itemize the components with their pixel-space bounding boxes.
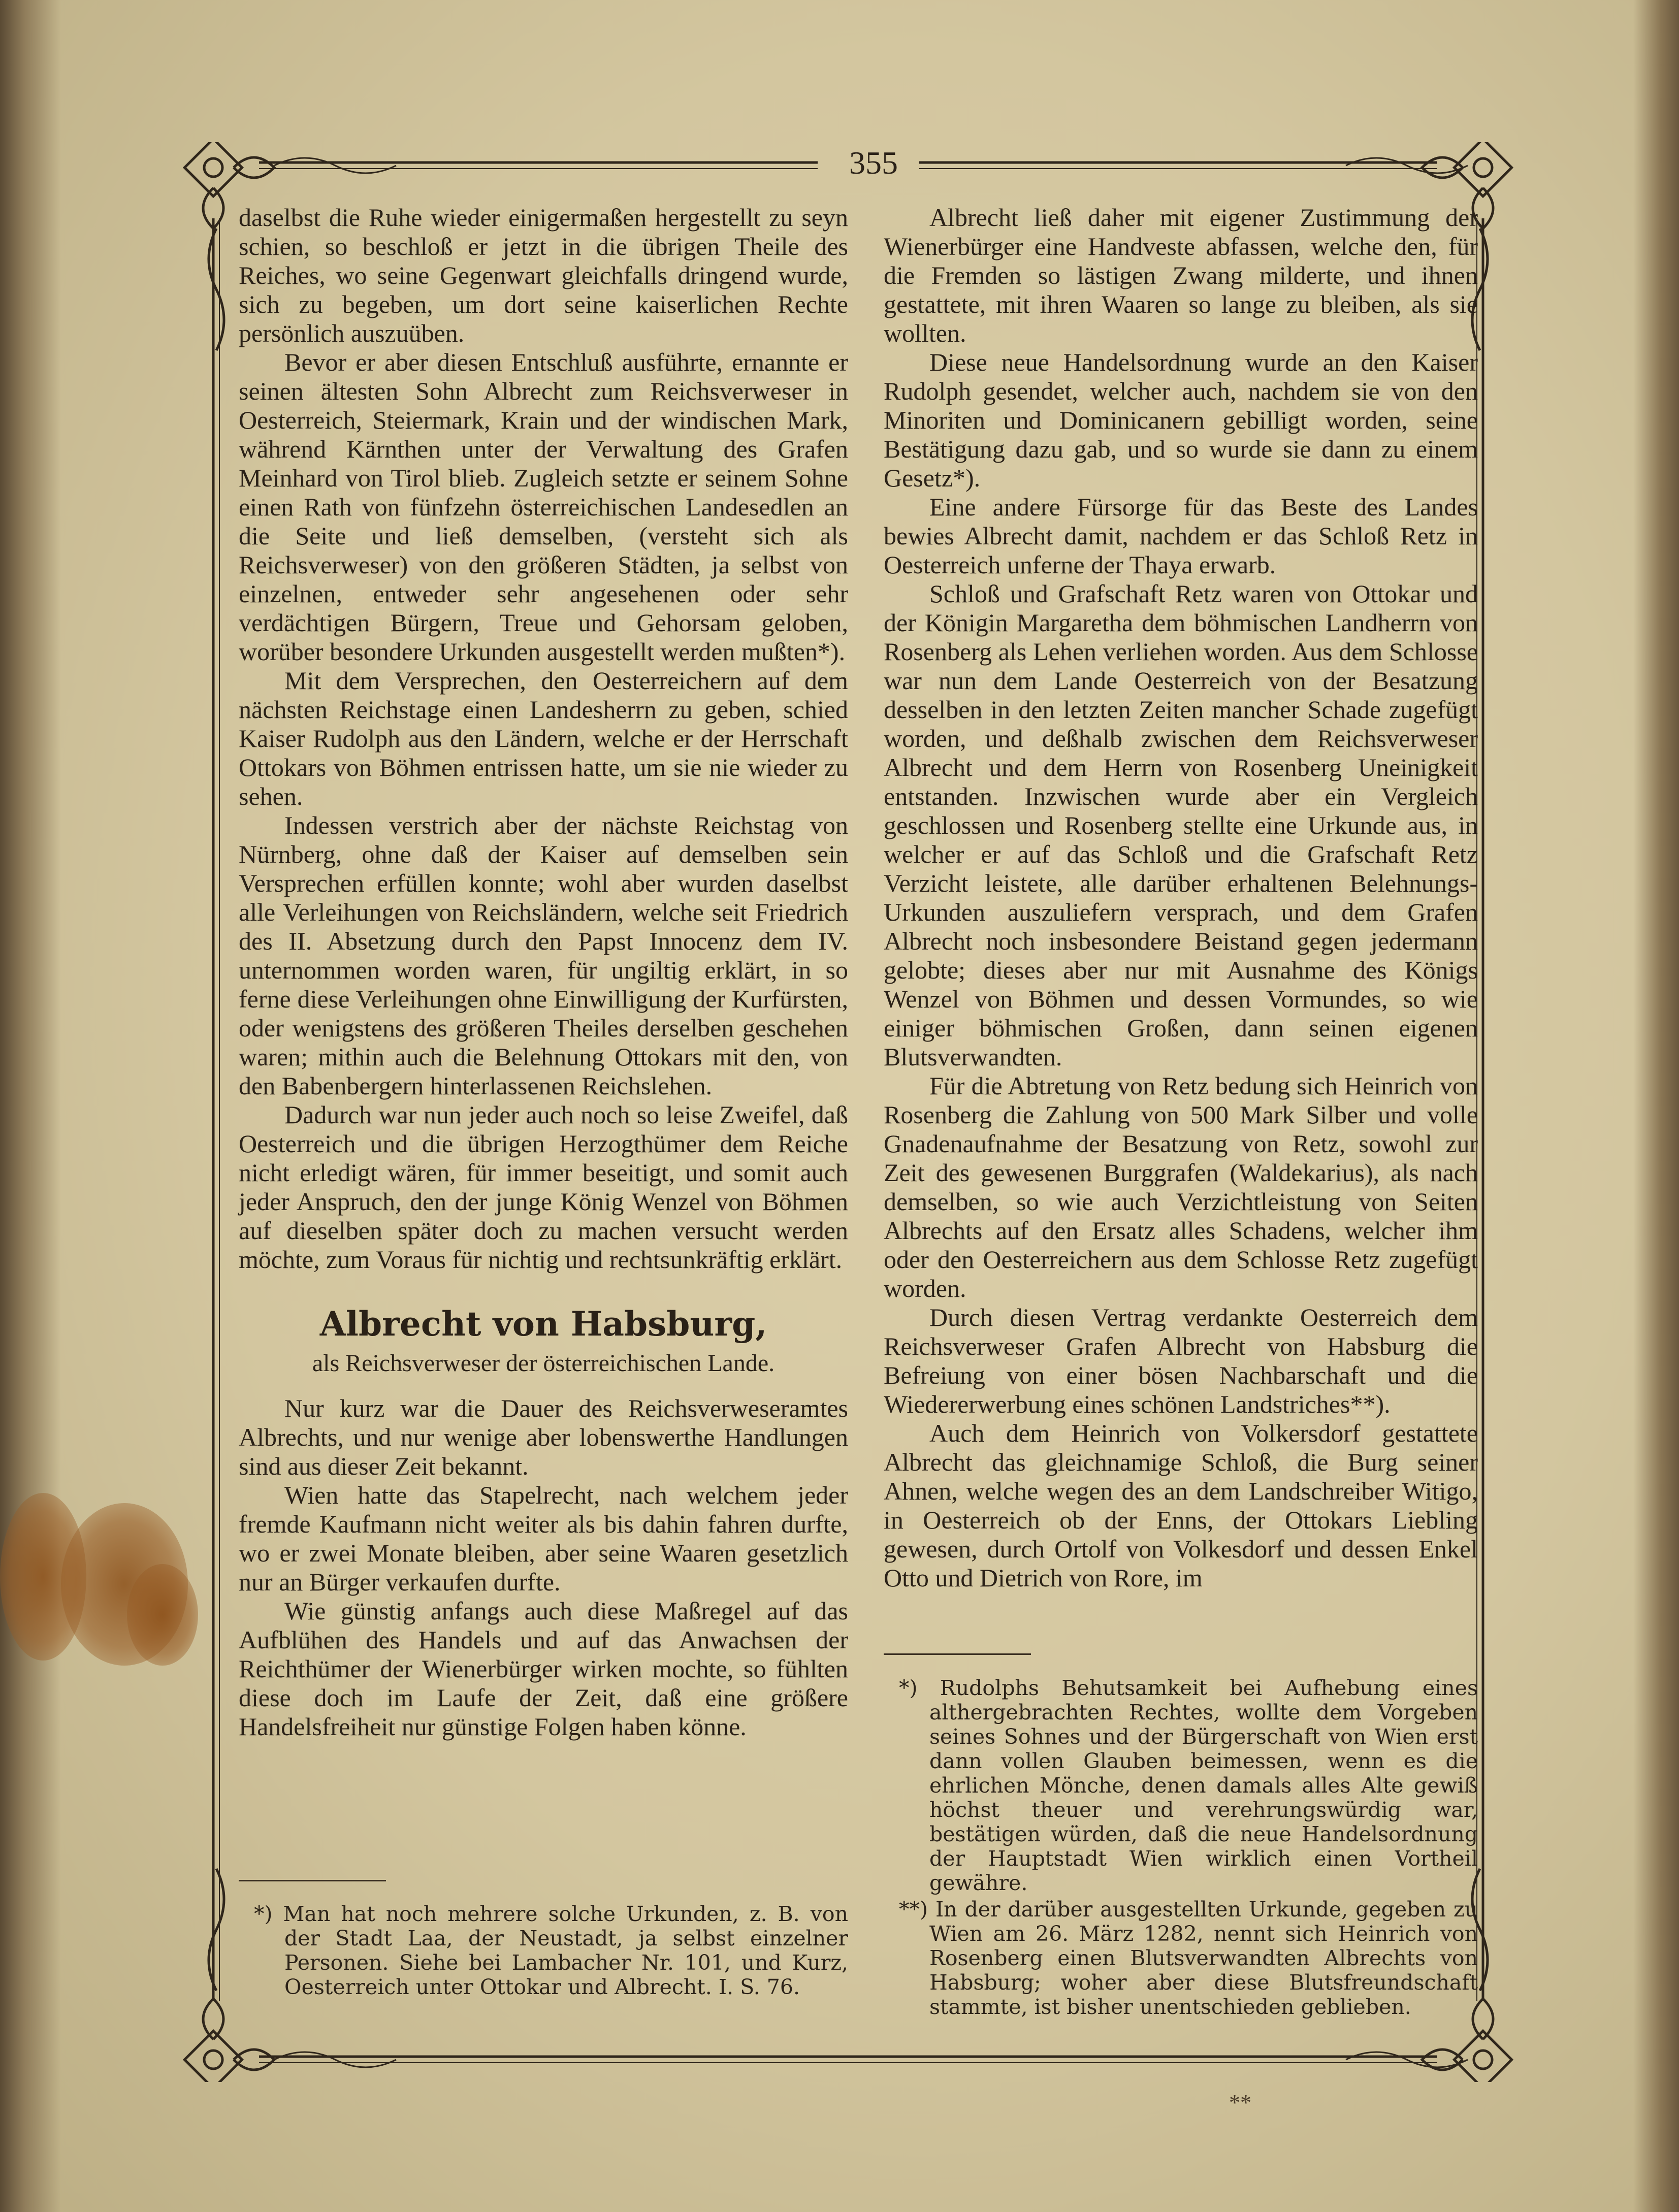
paragraph: Diese neue Handelsordnung wurde an den Kaiser Rudolph gesendet, welcher auch, nachdem sie von den Minoriten und Dominicanern gebilligt worden, seine Bestätigung dazu gab, und so wurde sie dann zu einem Gesetz*). <box>884 348 1478 492</box>
paragraph: Für die Abtretung von Retz bedung sich Heinrich von Rosenberg die Zahlung von 500 Mark Silber und volle Gnadenaufnahme der Besatzung von Retz, sowohl zur Zeit des gewesenen Burggrafen (Waldekarius), als nach demselben, so wie auch Verzichtleistung von Seiten Albrechts auf den Ersatz alles Schadens, welcher ihm oder den Oesterreichern aus dem Schlosse Retz zugefügt worden. <box>884 1071 1478 1303</box>
footnote-separator <box>884 1653 1031 1655</box>
page-number: 355 <box>849 145 898 181</box>
footnote: *) Rudolphs Behutsamkeit bei Aufhebung eines althergebrachten Rechtes, wollte dem Vorgeben seines Sohnes und der Bürgerschaft von Wien erst dann vollen Glauben beimessen, wenn es die ehrlichen Mönche, denen damals alles Alte gewiß höchst theuer und verehrungswürdig war, bestätigen würden, daß die neue Handelsordnung der Hauptstadt Wien wirklich einen Vortheil gewähre. <box>899 1676 1478 1895</box>
footnote: **) In der darüber ausgestellten Urkunde, gegeben zu Wien am 26. März 1282, nennt sich Heinrich von Rosenberg einen Blutsverwandten Albrechts von Habsburg; woher aber diese Blutsfreundschaft stammte, ist bisher unentschieden geblieben. <box>899 1897 1478 2019</box>
paragraph: Indessen verstrich aber der nächste Reichstag von Nürnberg, ohne daß der Kaiser auf demselben sein Versprechen erfüllen konnte; wohl aber wurden daselbst alle Verleihungen von Reichsländern, welche seit Friedrich des II. Absetzung durch den Papst Innocenz dem IV. unternommen worden waren, für ungiltig erklärt, in so ferne diese Verleihungen ohne Einwilligung der Kurfürsten, oder wenigstens des größeren Theiles derselben geschehen waren; mithin auch die Belehnung Ottokars mit den, von den Babenbergern hinterlassenen Reichslehen. <box>239 811 848 1100</box>
paragraph: Eine andere Fürsorge für das Beste des Landes bewies Albrecht damit, nachdem er das Schloß Retz in Oesterreich unferne der Thaya erwarb. <box>884 493 1478 579</box>
footnote-separator <box>239 1880 386 1881</box>
section-heading: Albrecht von Habsburg, <box>319 1304 767 1344</box>
paragraph: Nur kurz war die Dauer des Reichsverweseramtes Albrechts, und nur wenige aber lobenswerthe Handlungen sind aus dieser Zeit bekannt. <box>239 1394 848 1480</box>
paragraph: Durch diesen Vertrag verdankte Oesterreich dem Reichsverweser Grafen Albrecht von Habsburg die Befreiung von einer bösen Nachbarschaft und die Wiedererwerbung eines schönen Landstriches**). <box>884 1303 1478 1418</box>
paragraph: Wie günstig anfangs auch diese Maßregel auf das Aufblühen des Handels und auf das Anwachsen der Reichthümer der Wienerbürger wirken mochte, so fühlten diese doch im Laufe der Zeit, daß eine größere Handelsfreiheit nur günstige Folgen haben könne. <box>239 1597 848 1741</box>
page-edge <box>1633 0 1679 2212</box>
paragraph: Auch dem Heinrich von Volkersdorf gestattete Albrecht das gleichnamige Schloß, die Burg seiner Ahnen, welche wegen des an dem Landschreiber Witigo, in Oesterreich ob der Enns, der Ottokars Liebling gewesen, durch Ortolf von Volkesdorf und dessen Enkel Otto und Dietrich von Rore, im <box>884 1419 1478 1592</box>
left-column <box>239 203 848 1741</box>
paragraph: Albrecht ließ daher mit eigener Zustimmung der Wienerbürger eine Handveste abfassen, welche den, für die Fremden so lästigen Zwang milderte, und ihnen gestattete, mit ihren Waaren so lange zu bleiben, als sie wollten. <box>884 203 1478 347</box>
section-subheading: als Reichsverweser der österreichischen Lande. <box>312 1350 775 1377</box>
paragraph: Dadurch war nun jeder auch noch so leise Zweifel, daß Oesterreich und die übrigen Herzogthümer dem Reiche nicht erledigt wären, für immer beseitigt, und somit auch jeder Anspruch, den der junge König Wenzel von Böhmen auf dieselben später doch zu machen versucht werden möchte, zum Voraus für nichtig und rechtsunkräftig erklärt. <box>239 1100 848 1274</box>
left-footnotes <box>239 1902 848 1999</box>
corner-ornament-bottom-left <box>184 1999 274 2082</box>
paragraph: Schloß und Grafschaft Retz waren von Ottokar und der Königin Margaretha dem böhmischen Landherrn von Rosenberg als Lehen verliehen worden. Aus dem Schlosse war nun dem Lande Oesterreich von der Besatzung desselben in den letzten Zeiten mancher Schade zugefügt worden, und deßhalb zwischen dem Reichsverweser Albrecht und dem Herrn von Rosenberg Uneinigkeit entstanden. Inzwischen wurde aber ein Vergleich geschlossen und Rosenberg stellte eine Urkunde aus, in welcher er auf das Schloß und die Grafschaft Retz Verzicht leistete, alle darüber erhaltenen Belehnungs-Urkunden auszuliefern versprach, und dem Grafen Albrecht noch insbesondere Beistand gegen jedermann gelobte; dieses aber nur mit Ausnahme des Königs Wenzel von Böhmen und dessen Vormundes, so wie einiger böhmischen Großen, dann seinen eigenen Blutsverwandten. <box>884 579 1478 1071</box>
paragraph: Mit dem Versprechen, den Oesterreichern auf dem nächsten Reichstage einen Landesherrn zu geben, schied Kaiser Rudolph aus den Ländern, welche er der Herrschaft Ottokars von Böhmen entrissen hatte, um sie nie wieder zu sehen. <box>239 666 848 810</box>
paragraph: Bevor er aber diesen Entschluß ausführte, ernannte er seinen ältesten Sohn Albrecht zum Reichsverweser in Oesterreich, Steiermark, Krain und der windischen Mark, während Kärnthen unter der Verwaltung des Grafen Meinhard von Tirol blieb. Zugleich setzte er seinem Sohne einen Rath von fünfzehn österreichischen Landesedlen an die Seite und ließ demselben, (versteht sich als Reichsverweser) von den größeren Städten, ja selbst von einzelnen, entweder sehr angesehenen oder sehr verdächtigen Bürgern, Treue und Gehorsam geloben, worüber besondere Urkunden ausgestellt werden mußten*). <box>239 348 848 666</box>
right-footnotes <box>884 1676 1478 2021</box>
paragraph: daselbst die Ruhe wieder einigermaßen hergestellt zu seyn schien, so beschloß er jetzt in die übrigen Theile des Reiches, wo seine Gegenwart gleichfalls dringend wurde, sich zu begeben, um dort seine kaiserlichen Rechte persönlich auszuüben. <box>239 203 848 347</box>
paragraph: Wien hatte das Stapelrecht, nach welchem jeder fremde Kaufmann nicht weiter als bis dahin fahren durfte, wo er zwei Monate bleiben, aber seine Waaren gesetzlich nur an Bürger verkaufen durfte. <box>239 1481 848 1596</box>
footnote: *) Man hat noch mehrere solche Urkunden, z. B. von der Stadt Laa, der Neustadt, ja selbst einzelner Personen. Siehe bei Lambacher Nr. 101, und Kurz, Oesterreich unter Ottokar und Albrecht. I. S. 76. <box>254 1902 848 1999</box>
signature-mark: ** <box>1229 2090 1251 2115</box>
right-column <box>884 203 1478 1592</box>
binding-shadow <box>0 0 61 2212</box>
